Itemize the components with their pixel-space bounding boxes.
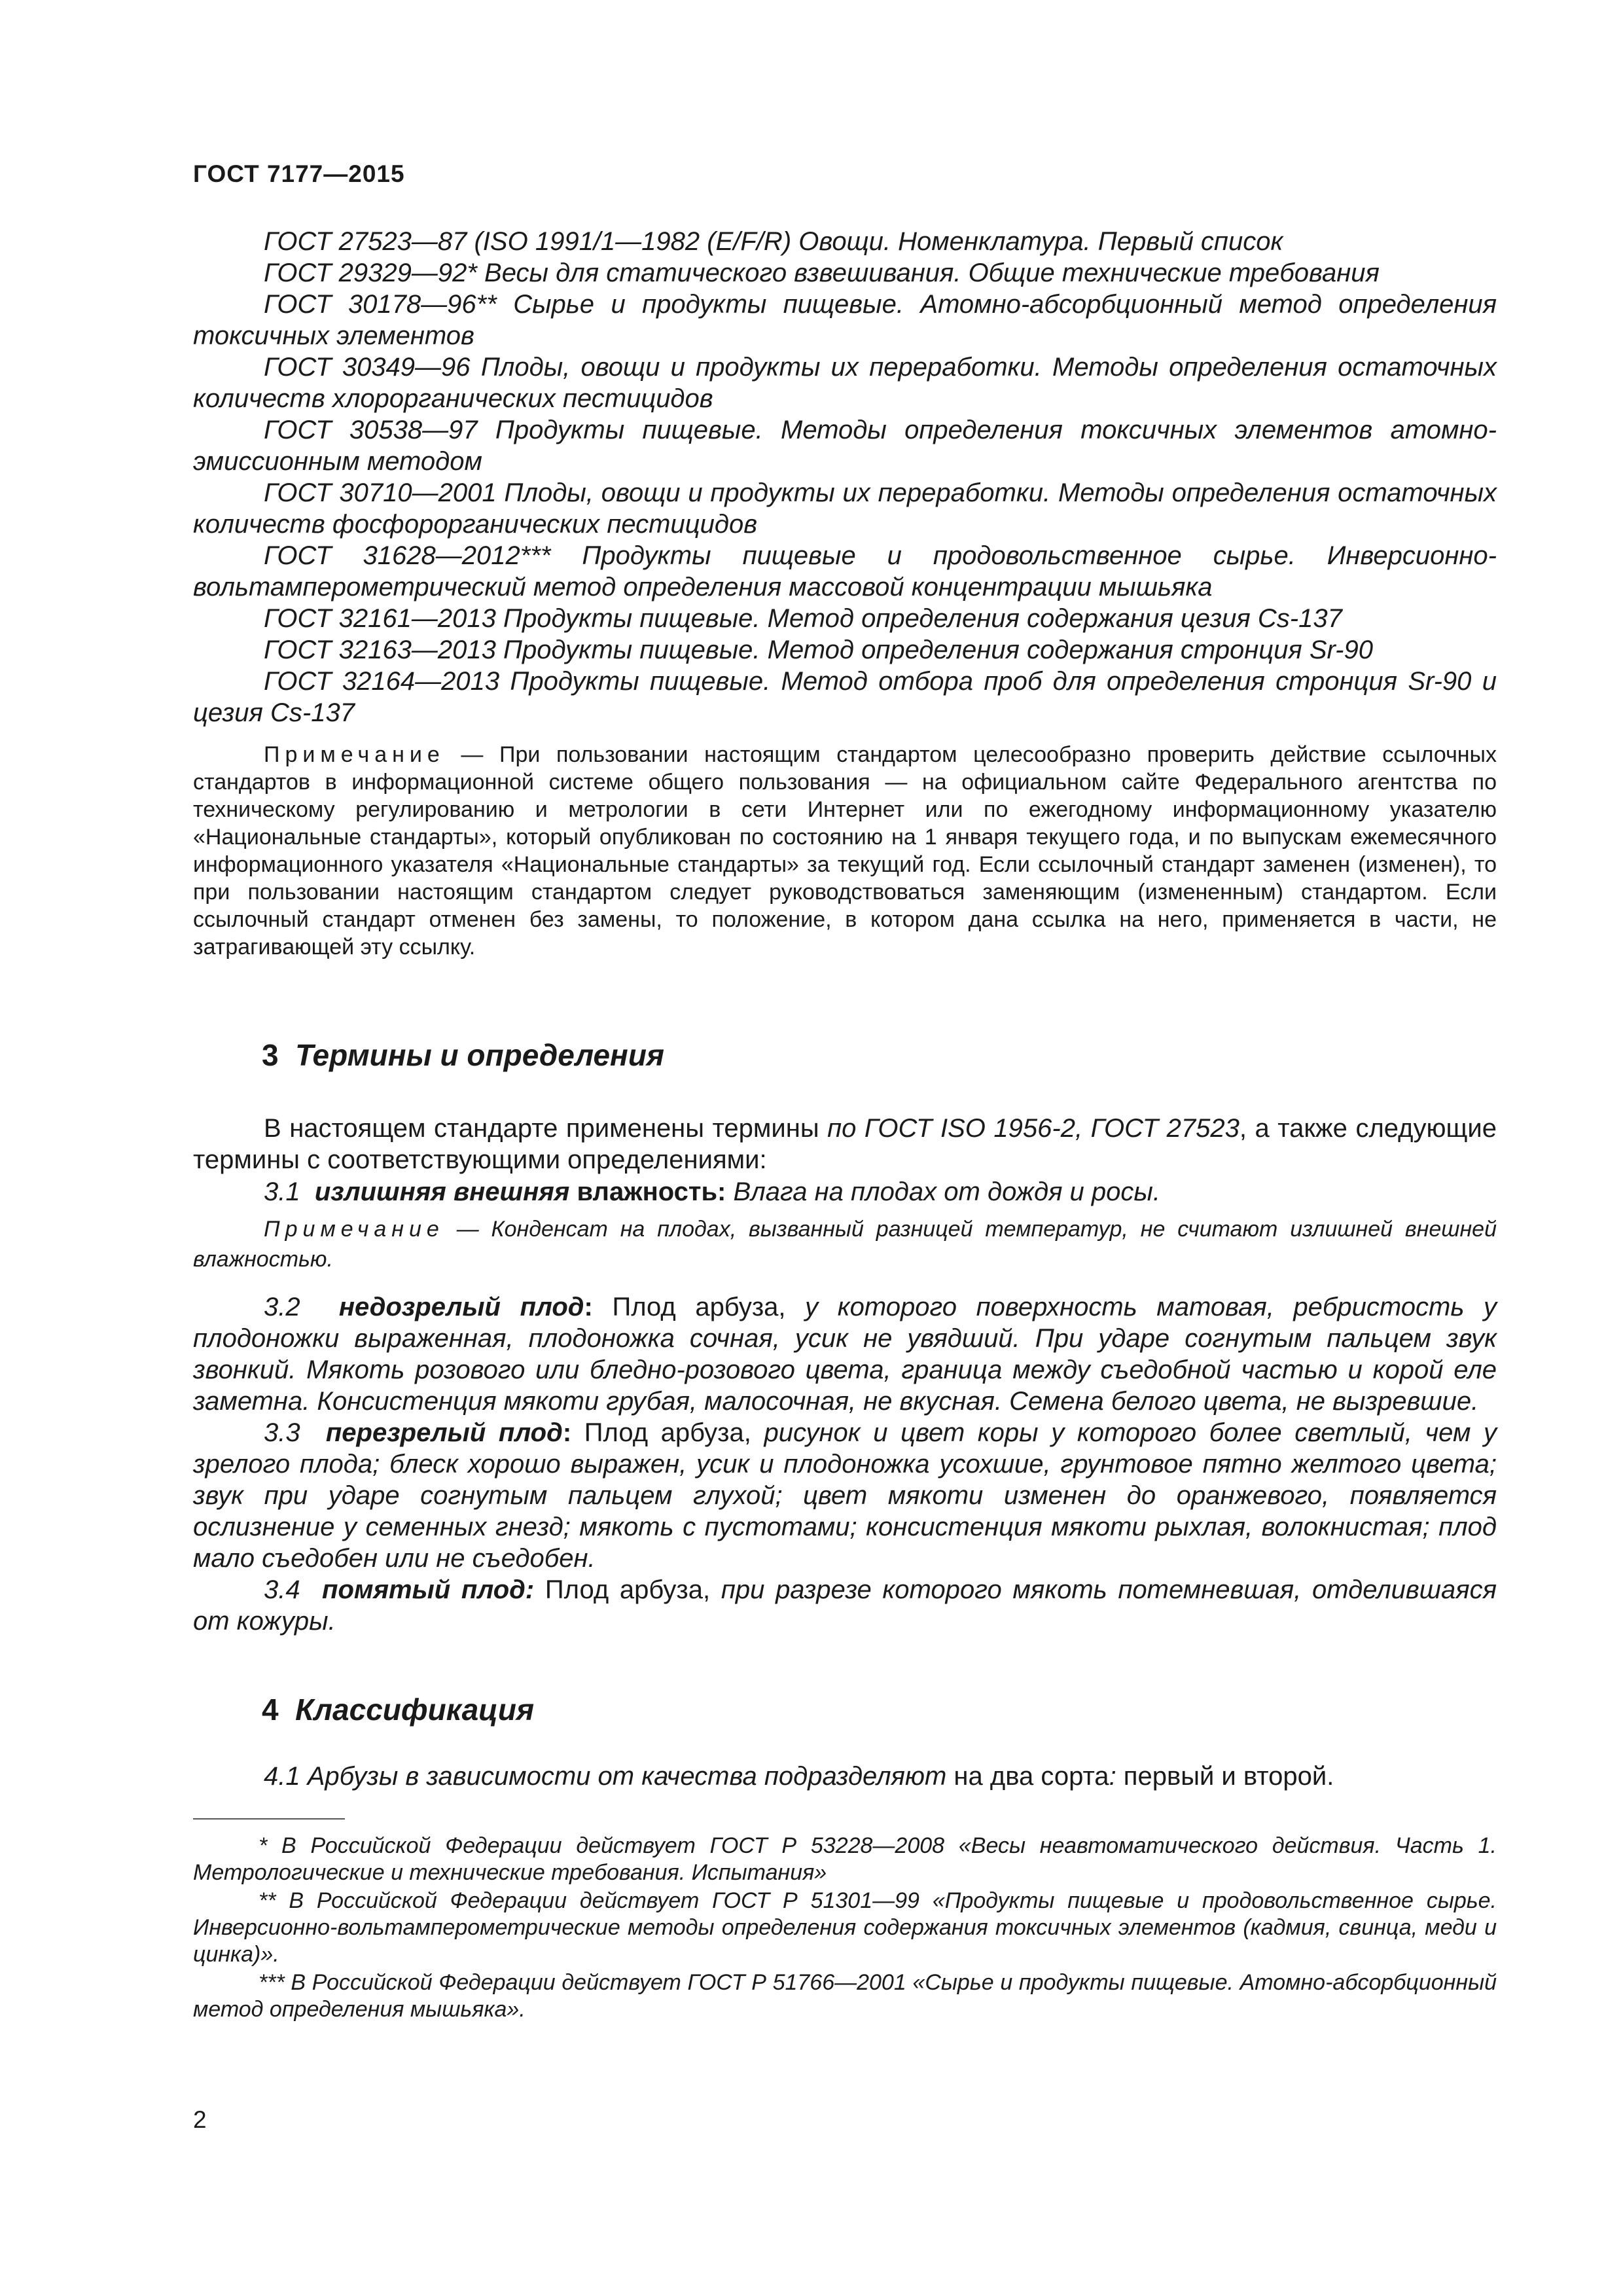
note-label: Примечание: [264, 742, 445, 767]
term-3-1: 3.1 излишняя внешняя влажность: Влага на плодах от дождя и росы.: [264, 1177, 1160, 1206]
page-number: 2: [193, 2106, 207, 2133]
footnotes: [193, 1833, 1497, 2024]
reference-item: ГОСТ 30710—2001 Плоды, овощи и продукты их переработки. Методы определения остаточных количеств фосфорорганических пестицидов: [193, 478, 1497, 539]
footnote-item: ** В Российской Федерации действует ГОСТ Р 51301—99 «Продукты пищевые и продовольственное сырье. Инверсионно-вольтамперометрические методы определения содержания токсичных элементов (кадмия, свинца, меди и цинка)».: [193, 1888, 1497, 1967]
section-3-intro: В настоящем стандарте применены термины по ГОСТ ISO 1956-2, ГОСТ 27523, а также следующие термины с соответствующими определениями:: [193, 1114, 1497, 1174]
reference-item: ГОСТ 30538—97 Продукты пищевые. Методы определения токсичных элементов атомно-эмиссионным методом: [193, 416, 1497, 476]
reference-item: ГОСТ 30349—96 Плоды, овощи и продукты их переработки. Методы определения остаточных количеств хлорорганических пестицидов: [193, 353, 1497, 413]
reference-item: ГОСТ 32161—2013 Продукты пищевые. Метод определения содержания цезия Cs-137: [264, 604, 1342, 633]
reference-item: ГОСТ 30178—96** Сырье и продукты пищевые. Атомно-абсорбционный метод определения токсичных элементов: [193, 290, 1497, 350]
normative-references-list: [193, 226, 1497, 728]
section-3-heading: [262, 1037, 664, 1073]
clause-4-1: 4.1 Арбузы в зависимости от качества подразделяют на два сорта: первый и второй.: [264, 1762, 1334, 1791]
footnote-separator: [193, 1818, 345, 1820]
footnote-item: *** В Российской Федерации действует ГОСТ Р 51766—2001 «Сырье и продукты пищевые. Атомно-абсорбционный метод определения мышьяка».: [193, 1970, 1497, 2022]
term-3-4: 3.4 помятый плод: Плод арбуза, при разрезе которого мякоть потемневшая, отделившаяся от кожуры.: [193, 1575, 1497, 1636]
section-title: Термины и определения: [295, 1038, 665, 1072]
section-title: Классификация: [295, 1693, 535, 1727]
references-note: [193, 741, 1497, 961]
section-number: 4: [262, 1693, 279, 1727]
footnote-item: * В Российской Федерации действует ГОСТ Р 53228—2008 «Весы неавтоматического действия. Часть 1. Метрологические и технические требования. Испытания»: [193, 1833, 1497, 1885]
document-header: ГОСТ 7177—2015: [193, 160, 405, 187]
note-text: — При пользовании настоящим стандартом целесообразно проверить действие ссылочных стандартов в информационной системе общего пользования — на официальном сайте Федерального агентства по техническому регулированию и метрологии в сети Интернет или по ежегодному информационному указателю «Национальные стандарты», который опубликован по состоянию на 1 января текущего года, и по выпускам ежемесячного информационного указателя «Национальные стандарты» за текущий год. Если ссылочный стандарт заменен (изменен), то при пользовании настоящим стандартом следует руководствоваться заменяющим (измененным) стандартом. Если ссылочный стандарт отменен без замены, то положение, в котором дана ссылка на него, применяется в части, не затрагивающей эту ссылку.: [193, 742, 1497, 960]
section-number: 3: [262, 1038, 279, 1072]
reference-item: ГОСТ 27523—87 (ISO 1991/1—1982 (E/F/R) Овощи. Номенклатура. Первый список: [264, 227, 1283, 256]
reference-item: ГОСТ 32164—2013 Продукты пищевые. Метод отбора проб для определения стронция Sr-90 и цезия Cs-137: [193, 667, 1497, 727]
section-4-heading: [262, 1692, 534, 1727]
reference-item: ГОСТ 31628—2012*** Продукты пищевые и продовольственное сырье. Инверсионно-вольтамперометрический метод определения массовой концентрации мышьяка: [193, 541, 1497, 601]
term-3-1-note: Примечание — Конденсат на плодах, вызванный разницей температур, не считают излишней внешней влажностью.: [193, 1217, 1497, 1272]
term-3-2: 3.2 недозрелый плод: Плод арбуза, у которого поверхность матовая, ребристость у плодоножки выраженная, плодоножка сочная, усик не увядший. При ударе согнутым пальцем звук звонкий. Мякоть розового или бледно-розового цвета, граница между съедобной частью и корой еле заметна. Консистенция мякоти грубая, малосочная, не вкусная. Семена белого цвета, не вызревшие.: [193, 1293, 1497, 1416]
reference-item: ГОСТ 29329—92* Весы для статического взвешивания. Общие технические требования: [264, 259, 1380, 287]
term-3-3: 3.3 перезрелый плод: Плод арбуза, рисунок и цвет коры у которого более светлый, чем у зрелого плода; блеск хорошо выражен, усик и плодоножка усохшие, грунтовое пятно желтого цвета; звук при ударе согнутым пальцем глухой; цвет мякоти изменен до оранжевого, появляется ослизнение у семенных гнезд; мякоть с пустотами; консистенция мякоти рыхлая, волокнистая; плод мало съедобен или не съедобен.: [193, 1418, 1497, 1573]
reference-item: ГОСТ 32163—2013 Продукты пищевые. Метод определения содержания стронция Sr-90: [264, 636, 1373, 664]
